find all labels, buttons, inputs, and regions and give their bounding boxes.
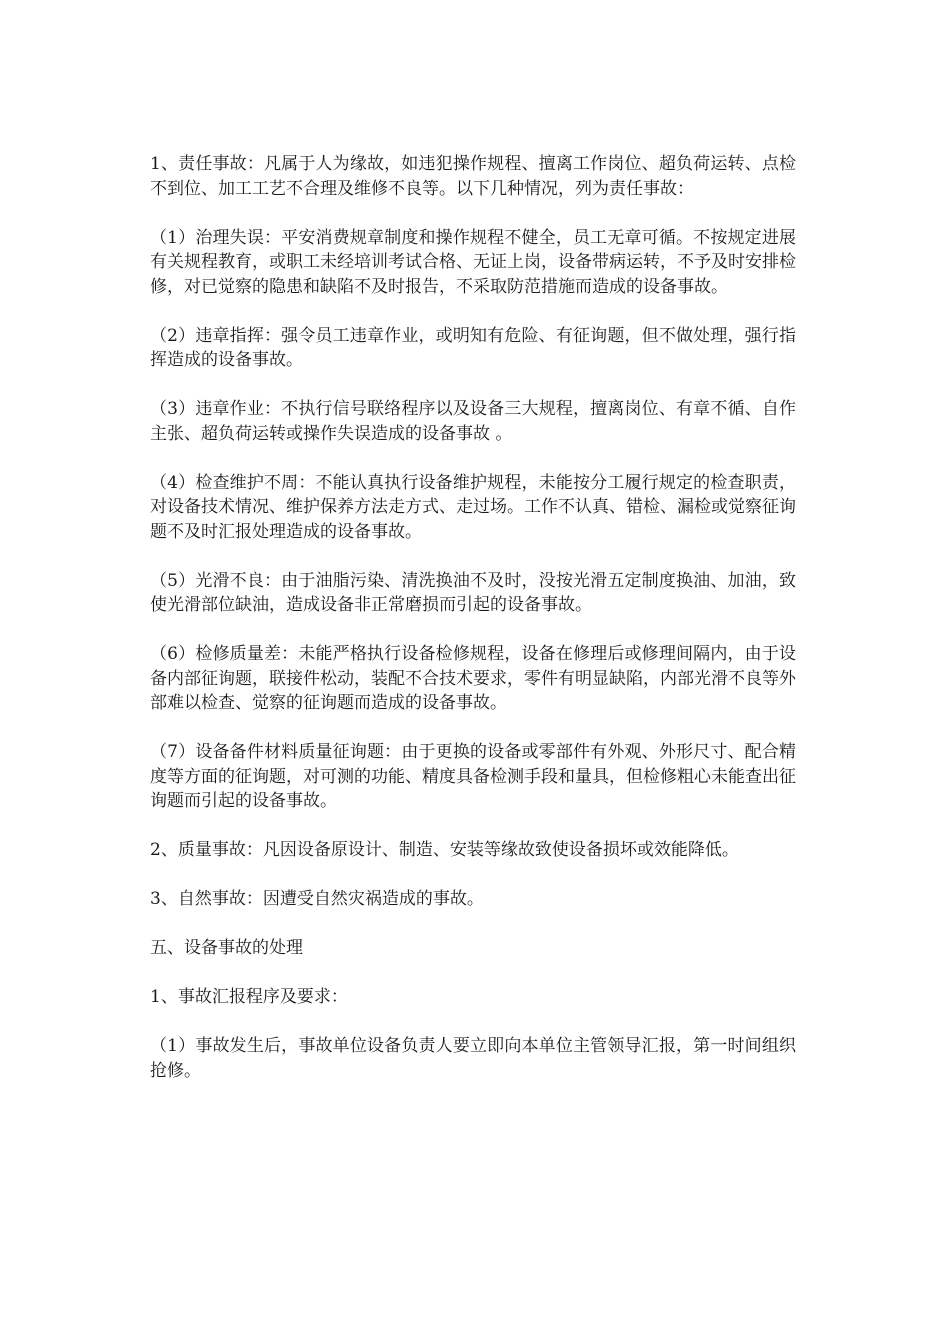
document-body: [150, 152, 796, 1108]
paragraph-illegal-command: （2）违章指挥：强令员工违章作业，或明知有危险、有征询题，但不做处理，强行指挥造成的设备事故。: [150, 325, 796, 370]
paragraph-responsibility-accident: 1、责任事故：凡属于人为缘故，如违犯操作规程、擅离工作岗位、超负荷运转、点检不到位、加工工艺不合理及维修不良等。以下几种情况，列为责任事故：: [150, 154, 796, 199]
paragraph-quality-accident: 2、质量事故：凡因设备原设计、制造、安装等缘故致使设备损坏或效能降低。: [150, 840, 739, 860]
paragraph-natural-accident: 3、自然事故：因遭受自然灾祸造成的事故。: [150, 889, 484, 909]
paragraph-reporting-procedure: 1、事故汇报程序及要求：: [150, 987, 348, 1007]
paragraph-report-after-accident: （1）事故发生后，事故单位设备负责人要立即向本单位主管领导汇报，第一时间组织抢修。: [150, 1036, 796, 1081]
paragraph-illegal-operation: （3）违章作业：不执行信号联络程序以及设备三大规程，擅离岗位、有章不循、自作主张、超负荷运转或操作失误造成的设备事故 。: [150, 399, 796, 444]
paragraph-management-error: （1）治理失误：平安消费规章制度和操作规程不健全，员工无章可循。不按规定进展有关规程教育，或职工未经培训考试合格、无证上岗，设备带病运转，不予及时安排检修，对已觉察的隐患和缺陷不及时报告，不采取防范措施而造成的设备事故。: [150, 227, 796, 297]
paragraph-poor-lubrication: （5）光滑不良：由于油脂污染、清洗换油不及时，没按光滑五定制度换油、加油，致使光滑部位缺油，造成设备非正常磨损而引起的设备事故。: [150, 570, 796, 615]
section-heading-accident-handling: 五、设备事故的处理: [150, 938, 303, 958]
paragraph-poor-repair-quality: （6）检修质量差：未能严格执行设备检修规程，设备在修理后或修理间隔内，由于设备内部征询题，联接件松动，装配不合技术要求，零件有明显缺陷，内部光滑不良等外部难以检查、觉察的征询题而造成的设备事故。: [150, 644, 796, 713]
paragraph-spare-parts-quality: （7）设备备件材料质量征询题：由于更换的设备或零部件有外观、外形尺寸、配合精度等方面的征询题，对可测的功能、精度具备检测手段和量具，但检修粗心未能查出征询题而引起的设备事故。: [150, 742, 796, 811]
paragraph-inspection-maintenance: （4）检查维护不周：不能认真执行设备维护规程，未能按分工履行规定的检查职责，对设备技术情况、维护保养方法走方式、走过场。工作不认真、错检、漏检或觉察征询题不及时汇报处理造成的设备事故。: [150, 472, 796, 542]
